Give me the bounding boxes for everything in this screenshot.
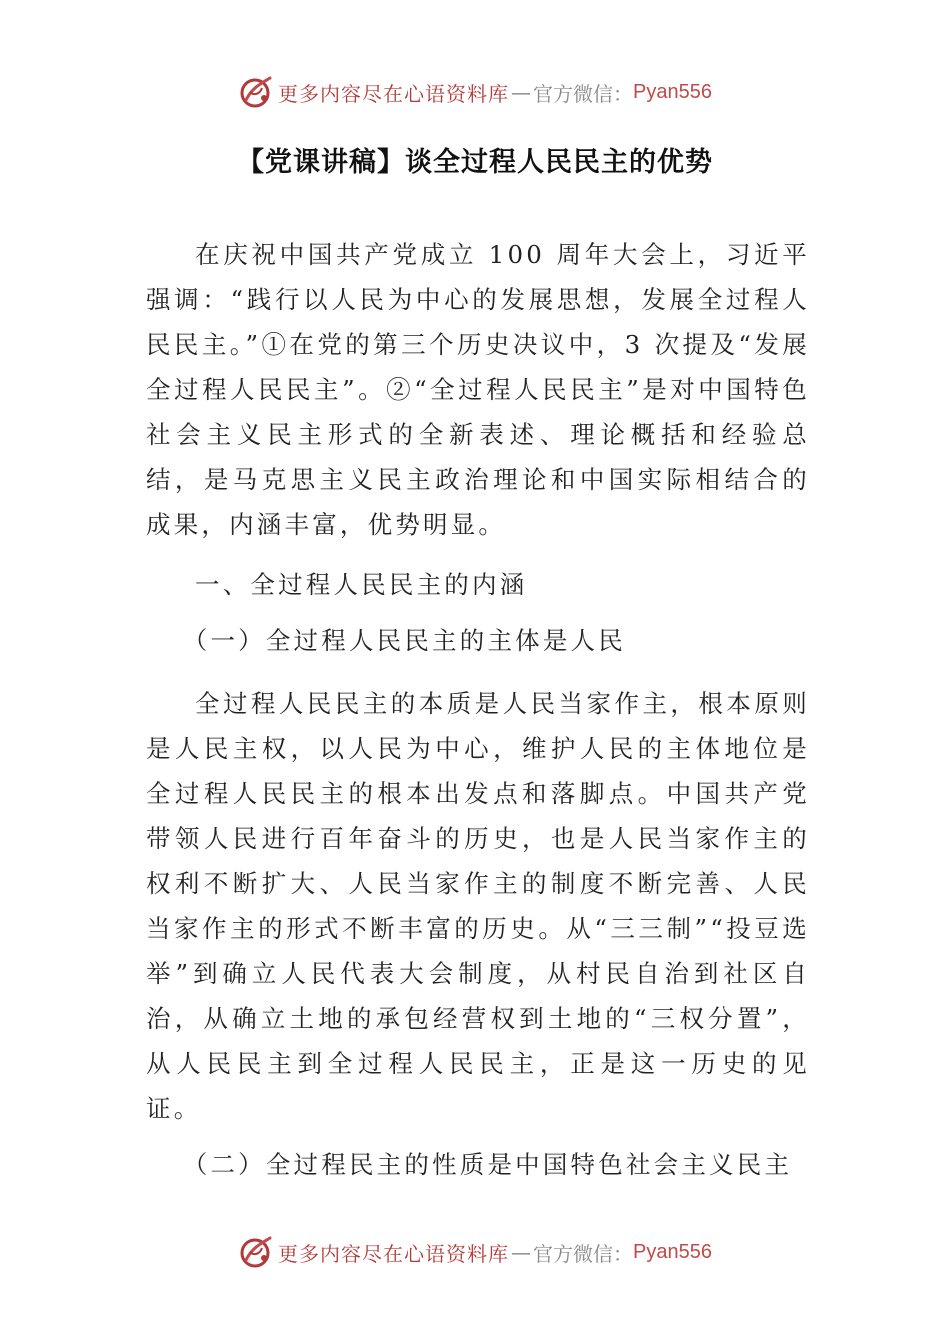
watermark-header (0, 72, 950, 112)
subsection-heading: （一）全过程人民民主的主体是人民 (182, 626, 626, 655)
section-heading: 一、全过程人民民主的内涵 (195, 570, 528, 599)
watermark-separator: — (511, 1240, 532, 1264)
document-body (146, 232, 810, 1193)
watermark-account: Pyan556 (633, 80, 712, 103)
body-paragraph: 全过程人民民主的本质是人民当家作主，根本原则是人民主权，以人民为中心，维护人民的主体地位是全过程人民民主的根本出发点和落脚点。中国共产党带领人民进行百年奋斗的历史，也是人民当家作主的权利不断扩大、人民当家作主的制度不断完善、人民当家作主的形式不断丰富的历史。从“三三制”“投豆选举”到确立人民代表大会制度，从村民自治到社区自治，从确立土地的承包经营权到土地的“三权分置”，从人民民主到全过程人民民主，正是这一历史的见证。 (146, 689, 810, 1123)
watermark-footer (0, 1232, 950, 1272)
intro-paragraph: 在庆祝中国共产党成立 100 周年大会上，习近平强调：“践行以人民为中心的发展思想，发展全过程人民民主。”①在党的第三个历史决议中，3 次提及“发展全过程人民民主”。②“全过程人民民主”是对中国特色社会主义民主形式的全新表述、理论概括和经验总结，是马克思主义民主政治理论和中国实际相结合的成果，内涵丰富，优势明显。 (146, 240, 810, 539)
watermark-label: 官方微信： (533, 1241, 634, 1266)
logo-icon (238, 74, 274, 110)
watermark-label: 官方微信： (533, 81, 634, 106)
watermark-site-text: 更多内容尽在心语资料库 (278, 1241, 510, 1266)
subsection-heading: （二）全过程民主的性质是中国特色社会主义民主 (182, 1150, 793, 1179)
document-title: 【党课讲稿】谈全过程人民民主的优势 (237, 147, 713, 178)
watermark-separator: — (511, 80, 532, 104)
watermark-site-text: 更多内容尽在心语资料库 (278, 81, 510, 106)
logo-icon (238, 1234, 274, 1270)
watermark-account: Pyan556 (633, 1240, 712, 1263)
